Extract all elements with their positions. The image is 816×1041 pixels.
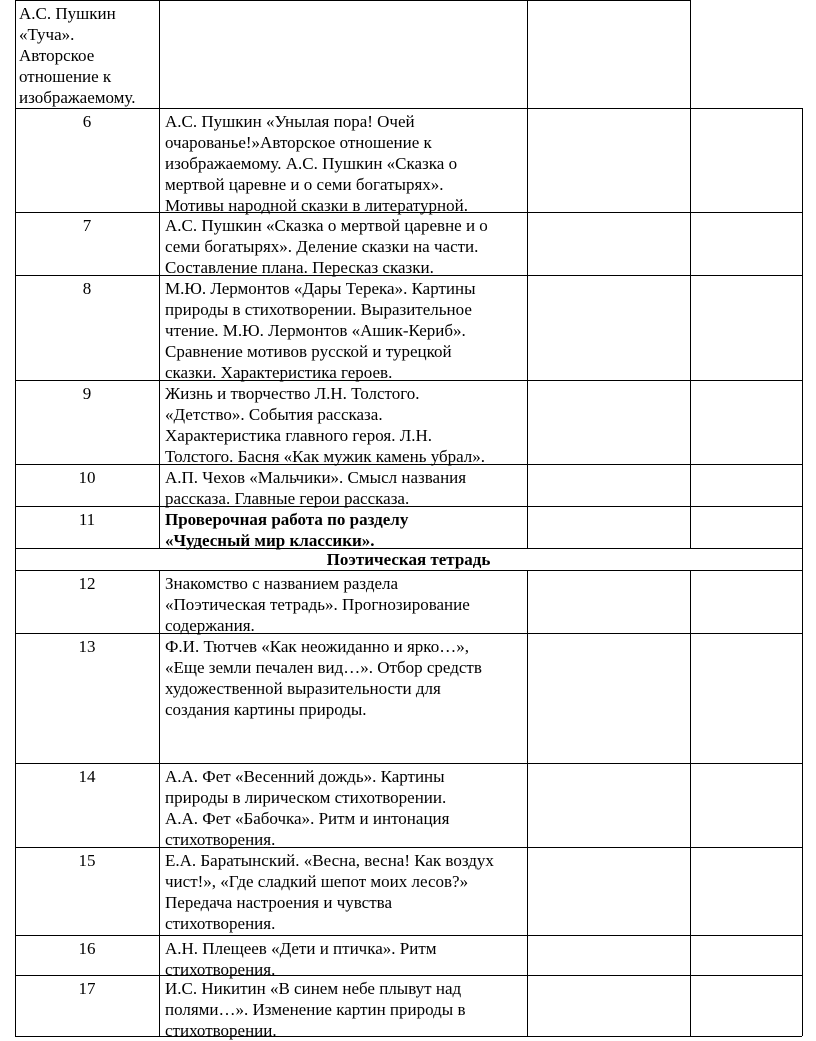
lesson-topic xyxy=(165,573,525,636)
table-column-border xyxy=(159,0,160,548)
topic-line: Сравнение мотивов русской и турецкой xyxy=(165,342,452,361)
table-border-right xyxy=(802,108,803,1036)
table-column-border xyxy=(159,570,160,1036)
topic-line: очарованье!»Авторское отношение к xyxy=(165,133,432,152)
lesson-number: 17 xyxy=(78,979,96,998)
topic-line: семи богатырях». Деление сказки на части. xyxy=(165,237,479,256)
topic-line: Мотивы народной сказки в литературной. xyxy=(165,196,468,215)
lesson-number: 8 xyxy=(82,279,92,298)
topic-line: «Туча». xyxy=(19,25,75,44)
lesson-number: 13 xyxy=(78,637,96,656)
topic-line: природы в лирическом стихотворении. xyxy=(165,788,447,807)
topic-line: А.П. Чехов «Мальчики». Смысл названия xyxy=(165,468,467,487)
table-border-top xyxy=(15,0,690,1)
topic-line: Проверочная работа по разделу xyxy=(165,510,409,529)
topic-line: стихотворения. xyxy=(165,830,276,849)
topic-line: «Детство». События рассказа. xyxy=(165,405,383,424)
topic-line: Ф.И. Тютчев «Как неожиданно и ярко…», xyxy=(165,637,469,656)
lesson-number: 9 xyxy=(82,384,92,403)
table-column-border xyxy=(690,570,691,1036)
topic-line: А.С. Пушкин «Унылая пора! Очей xyxy=(165,112,415,131)
table-column-border xyxy=(690,108,691,548)
section-header: Поэтическая тетрадь xyxy=(326,550,491,569)
lesson-topic xyxy=(165,467,525,509)
topic-line: Знакомство с названием раздела xyxy=(165,574,399,593)
lesson-topic xyxy=(165,978,525,1041)
topic-line: рассказа. Главные герои рассказа. xyxy=(165,489,410,508)
topic-line: сказки. Характеристика героев. xyxy=(165,363,393,382)
table-row-border xyxy=(15,935,802,936)
topic-line: «Поэтическая тетрадь». Прогнозирование xyxy=(165,595,470,614)
lesson-number: 11 xyxy=(78,510,96,529)
topic-line: природы в стихотворении. Выразительное xyxy=(165,300,472,319)
table-row-border xyxy=(15,108,802,109)
topic-line: изображаемому. А.С. Пушкин «Сказка о xyxy=(165,154,458,173)
lesson-topic xyxy=(165,215,525,278)
lesson-number: 6 xyxy=(82,112,92,131)
table-column-border xyxy=(527,570,528,1036)
lesson-topic xyxy=(165,766,525,850)
topic-line: изображаемому. xyxy=(19,88,136,107)
lesson-topic xyxy=(165,383,525,467)
topic-line: М.Ю. Лермонтов «Дары Терека». Картины xyxy=(165,279,476,298)
topic-line: Е.А. Баратынский. «Весна, весна! Как воздух xyxy=(165,851,494,870)
topic-line: Толстого. Басня «Как мужик камень убрал». xyxy=(165,447,486,466)
lesson-number: 15 xyxy=(78,851,96,870)
topic-line: А.С. Пушкин xyxy=(19,4,116,23)
topic-line: Жизнь и творчество Л.Н. Толстого. xyxy=(165,384,420,403)
topic-line: А.А. Фет «Весенний дождь». Картины xyxy=(165,767,445,786)
lesson-topic xyxy=(165,850,525,934)
topic-line: полями…». Изменение картин природы в xyxy=(165,1000,466,1019)
lesson-number: 7 xyxy=(82,216,92,235)
topic-line: художественной выразительности для xyxy=(165,679,441,698)
topic-line: содержания. xyxy=(165,616,255,635)
topic-line: отношение к xyxy=(19,67,112,86)
table-row-border xyxy=(15,763,802,764)
topic-line: «Чудесный мир классики». xyxy=(165,531,375,550)
lesson-topic xyxy=(165,278,525,383)
topic-line: А.Н. Плещеев «Дети и птичка». Ритм xyxy=(165,939,437,958)
lesson-topic xyxy=(165,111,525,216)
topic-line: Авторское xyxy=(19,46,95,65)
topic-line: создания картины природы. xyxy=(165,700,367,719)
lesson-topic xyxy=(19,3,157,108)
topic-line: чтение. М.Ю. Лермонтов «Ашик-Кериб». xyxy=(165,321,466,340)
topic-line: стихотворения. xyxy=(165,914,276,933)
lesson-number: 10 xyxy=(78,468,96,487)
topic-line: чист!», «Где сладкий шепот моих лесов?» xyxy=(165,872,469,891)
table-row-border xyxy=(15,570,802,571)
topic-line: А.А. Фет «Бабочка». Ритм и интонация xyxy=(165,809,450,828)
table-border-right xyxy=(690,0,691,108)
lesson-topic xyxy=(165,636,525,720)
lesson-number: 16 xyxy=(78,939,96,958)
lesson-topic xyxy=(165,509,525,551)
topic-line: «Еще земли печален вид…». Отбор средств xyxy=(165,658,482,677)
topic-line: А.С. Пушкин «Сказка о мертвой царевне и о xyxy=(165,216,488,235)
topic-line: стихотворения. xyxy=(165,960,276,979)
lesson-number: 12 xyxy=(78,574,96,593)
topic-line: Передача настроения и чувства xyxy=(165,893,392,912)
lesson-topic xyxy=(165,938,525,980)
topic-line: И.С. Никитин «В синем небе плывут над xyxy=(165,979,462,998)
table-column-border xyxy=(527,0,528,548)
topic-line: Характеристика главного героя. Л.Н. xyxy=(165,426,433,445)
lesson-number: 14 xyxy=(78,767,96,786)
topic-line: стихотворении. xyxy=(165,1021,277,1040)
topic-line: Составление плана. Пересказ сказки. xyxy=(165,258,434,277)
topic-line: мертвой царевне и о семи богатырях». xyxy=(165,175,444,194)
